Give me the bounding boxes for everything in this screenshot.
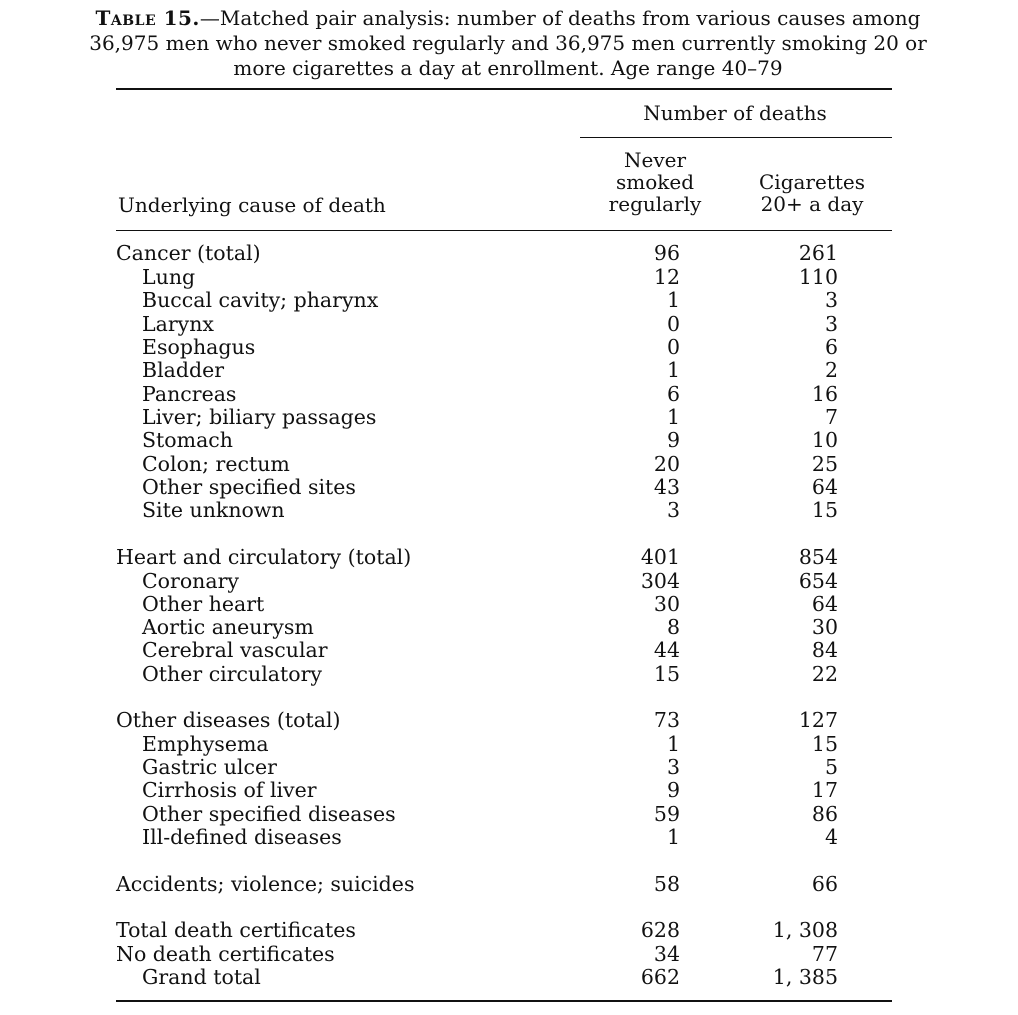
- table-row: [0, 918, 1018, 942]
- cigarettes-count: 261: [798, 241, 838, 265]
- never-smoked-count: 1: [666, 732, 680, 756]
- cause-label: Aortic aneurysm: [142, 615, 314, 639]
- cigarettes-count: 10: [811, 428, 838, 452]
- cigarettes-count: 110: [798, 265, 838, 289]
- never-smoked-count: 304: [640, 569, 680, 593]
- col2-line: 20+ a day: [760, 192, 864, 216]
- cause-label: Total death certificates: [116, 918, 356, 942]
- bottom-rule: [116, 1000, 892, 1002]
- never-smoked-count: 59: [653, 802, 680, 826]
- table-row: [0, 965, 1018, 989]
- table-row: [0, 475, 1018, 499]
- table-row: [0, 942, 1018, 966]
- cause-label: Gastric ulcer: [142, 755, 277, 779]
- never-smoked-count: 0: [666, 335, 680, 359]
- cigarettes-count: 30: [811, 615, 838, 639]
- caption-line-2: 36,975 men who never smoked regularly and 36,975 men currently smoking 20 or: [89, 31, 927, 55]
- cigarettes-count: 5: [824, 755, 838, 779]
- cigarettes-count: 1, 385: [772, 965, 838, 989]
- cause-label: Bladder: [142, 358, 225, 382]
- table-number: Table 15.: [95, 6, 200, 30]
- col1-line: smoked: [615, 170, 695, 194]
- caption-line-1: [8, 6, 1008, 31]
- cause-label: No death certificates: [116, 942, 335, 966]
- cause-label: Buccal cavity; pharynx: [142, 288, 379, 312]
- table-row: [0, 265, 1018, 289]
- cigarettes-count: 22: [811, 662, 838, 686]
- table-row: [0, 569, 1018, 593]
- never-smoked-count: 1: [666, 405, 680, 429]
- header-rule: [116, 230, 892, 231]
- cigarettes-count: 64: [811, 475, 838, 499]
- top-rule: [116, 88, 892, 90]
- group-header-rule: [580, 137, 892, 138]
- cigarettes-count: 17: [811, 778, 838, 802]
- table-row: [0, 662, 1018, 686]
- cause-label: Esophagus: [142, 335, 256, 359]
- table-row: [0, 708, 1018, 732]
- cigarettes-count: 3: [824, 312, 838, 336]
- never-smoked-count: 662: [640, 965, 680, 989]
- table-row: [0, 498, 1018, 522]
- column-header-cigarettes: [742, 171, 882, 215]
- cigarettes-count: 15: [811, 732, 838, 756]
- never-smoked-count: 20: [653, 452, 680, 476]
- cause-label: Ill-defined diseases: [142, 825, 342, 849]
- cause-label: Other specified sites: [142, 475, 356, 499]
- table-row: [0, 755, 1018, 779]
- table-row: [0, 825, 1018, 849]
- cause-label: Cerebral vascular: [142, 638, 328, 662]
- cigarettes-count: 127: [798, 708, 838, 732]
- row-header: Underlying cause of death: [118, 193, 386, 217]
- cause-label: Cirrhosis of liver: [142, 778, 317, 802]
- cigarettes-count: 64: [811, 592, 838, 616]
- cause-label: Grand total: [142, 965, 261, 989]
- never-smoked-count: 401: [640, 545, 680, 569]
- cigarettes-count: 25: [811, 452, 838, 476]
- table-caption: [8, 6, 1008, 81]
- table-row: [0, 545, 1018, 569]
- never-smoked-count: 58: [653, 872, 680, 896]
- never-smoked-count: 8: [666, 615, 680, 639]
- never-smoked-count: 1: [666, 288, 680, 312]
- never-smoked-count: 30: [653, 592, 680, 616]
- col1-line: regularly: [608, 192, 702, 216]
- cause-label: Other heart: [142, 592, 265, 616]
- cigarettes-count: 3: [824, 288, 838, 312]
- cause-label: Accidents; violence; suicides: [116, 872, 415, 896]
- cigarettes-count: 1, 308: [772, 918, 838, 942]
- table-row: [0, 312, 1018, 336]
- never-smoked-count: 1: [666, 358, 680, 382]
- cigarettes-count: 84: [811, 638, 838, 662]
- never-smoked-count: 73: [653, 708, 680, 732]
- cause-label: Coronary: [142, 569, 239, 593]
- table-row: [0, 288, 1018, 312]
- cigarettes-count: 654: [798, 569, 838, 593]
- never-smoked-count: 628: [640, 918, 680, 942]
- never-smoked-count: 12: [653, 265, 680, 289]
- table-row: [0, 241, 1018, 265]
- table-row: [0, 872, 1018, 896]
- cause-label: Other circulatory: [142, 662, 322, 686]
- cause-label: Liver; biliary passages: [142, 405, 377, 429]
- cause-label: Heart and circulatory (total): [116, 545, 412, 569]
- never-smoked-count: 34: [653, 942, 680, 966]
- never-smoked-count: 43: [653, 475, 680, 499]
- never-smoked-count: 6: [666, 382, 680, 406]
- cigarettes-count: 7: [824, 405, 838, 429]
- col2-line: Cigarettes: [759, 170, 865, 194]
- cause-label: Pancreas: [142, 382, 237, 406]
- cause-label: Stomach: [142, 428, 233, 452]
- cigarettes-count: 16: [811, 382, 838, 406]
- table-row: [0, 615, 1018, 639]
- cause-label: Other diseases (total): [116, 708, 341, 732]
- table-row: [0, 732, 1018, 756]
- table-row: [0, 358, 1018, 382]
- cigarettes-count: 86: [811, 802, 838, 826]
- caption-title: —Matched pair analysis: number of deaths from various causes among: [199, 6, 921, 30]
- table-row: [0, 452, 1018, 476]
- never-smoked-count: 1: [666, 825, 680, 849]
- cause-label: Other specified diseases: [142, 802, 396, 826]
- column-header-never-smoked: [590, 149, 720, 215]
- cigarettes-count: 15: [811, 498, 838, 522]
- never-smoked-count: 0: [666, 312, 680, 336]
- cause-label: Larynx: [142, 312, 214, 336]
- cause-label: Colon; rectum: [142, 452, 290, 476]
- never-smoked-count: 96: [653, 241, 680, 265]
- cigarettes-count: 854: [798, 545, 838, 569]
- cause-label: Emphysema: [142, 732, 269, 756]
- cause-label: Cancer (total): [116, 241, 261, 265]
- cause-label: Lung: [142, 265, 196, 289]
- cigarettes-count: 6: [824, 335, 838, 359]
- table-row: [0, 405, 1018, 429]
- table-row: [0, 802, 1018, 826]
- cigarettes-count: 77: [811, 942, 838, 966]
- table-row: [0, 335, 1018, 359]
- never-smoked-count: 9: [666, 428, 680, 452]
- never-smoked-count: 3: [666, 498, 680, 522]
- never-smoked-count: 44: [653, 638, 680, 662]
- table-row: [0, 778, 1018, 802]
- table-row: [0, 428, 1018, 452]
- table-row: [0, 382, 1018, 406]
- cigarettes-count: 2: [824, 358, 838, 382]
- never-smoked-count: 15: [653, 662, 680, 686]
- never-smoked-count: 3: [666, 755, 680, 779]
- never-smoked-count: 9: [666, 778, 680, 802]
- column-group-header: Number of deaths: [643, 101, 827, 125]
- cigarettes-count: 4: [824, 825, 838, 849]
- col1-line: Never: [623, 148, 687, 172]
- cigarettes-count: 66: [811, 872, 838, 896]
- table-row: [0, 638, 1018, 662]
- table-row: [0, 592, 1018, 616]
- caption-line-3: more cigarettes a day at enrollment. Age range 40–79: [233, 56, 783, 80]
- cause-label: Site unknown: [142, 498, 285, 522]
